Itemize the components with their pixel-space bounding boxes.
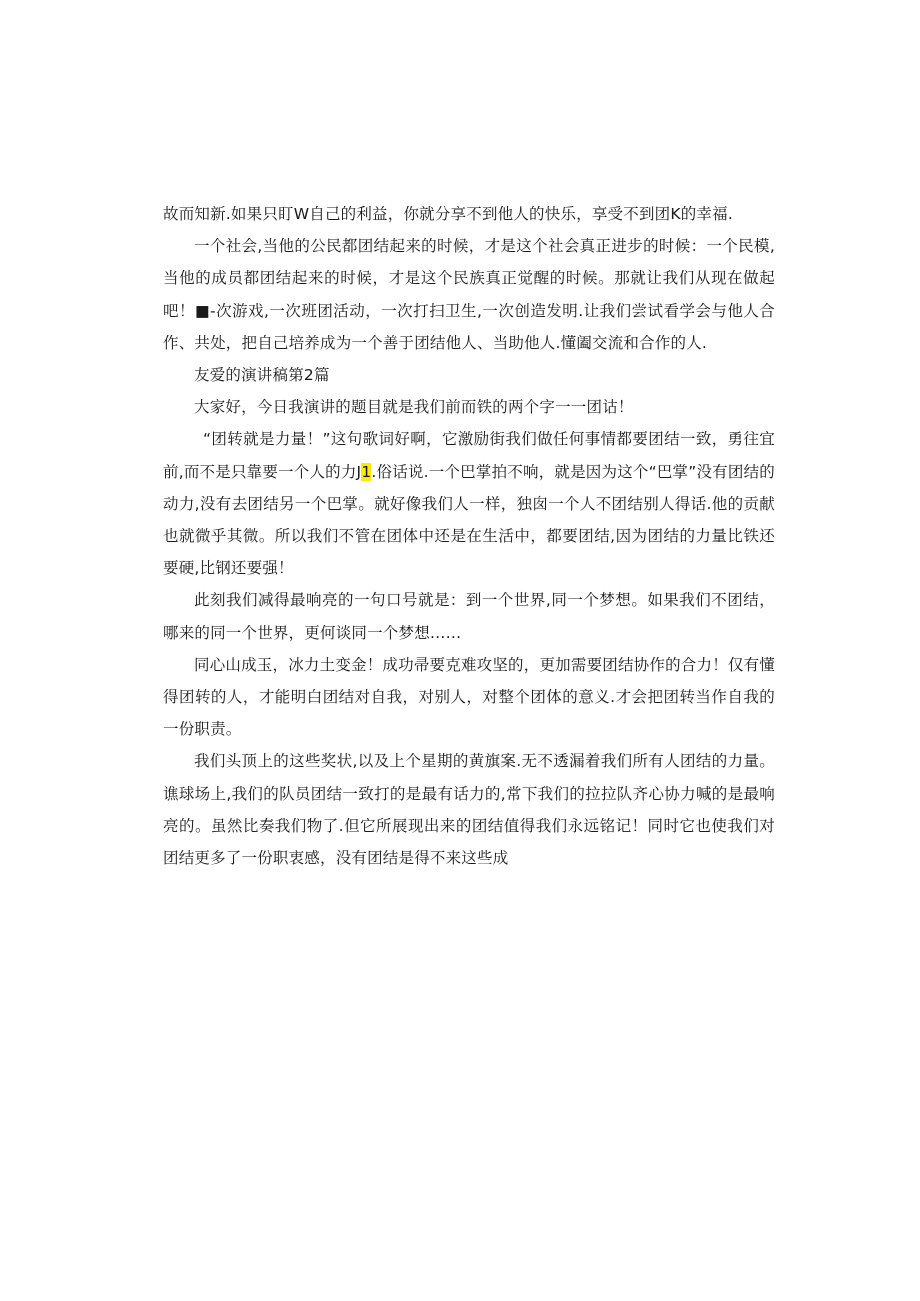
paragraph-unity-strength-after: .俗话说.一个巴掌拍不响，就是因为这个“巴掌”没有团结的动力,没有去团结另一个巴掌。就好像我们人一样，独囱一个人不团结别人得话.他的贡献也就微乎其微。所以我们不管在团体中还是在生活中，都要团结,因为团结的力量比铁还要硬,比钢还要强！ bbox=[163, 462, 775, 578]
paragraph-society: 一个社会,当他的公民都团结起来的时候，才是这个社会真正进步的时候：一个民模,当他的成员都团结起来的时候，才是这个民族真正觉醒的时候。那就让我们从现在做起吧！■-次游戏,一次班团活动，一次打扫卫生,一次创造发明.让我们尝试看学会与他人合作、共处，把自己培养成为一个善于团结他人、当助他人.懂阖交流和合作的人. bbox=[163, 237, 775, 352]
section-heading: 友爱的演讲稿第2篇 bbox=[194, 366, 330, 385]
paragraph-continuation: 故而知新.如果只盯W自己的利益，你就分享不到他人的快乐，享受不到团K的幸福. bbox=[163, 205, 733, 223]
paragraph-unity-strength-before: “团转就是力量！”这句歌词好啊，它激励街我们做任何事情都要团结一致，勇往宜前,而不是只靠要一个人的力J bbox=[163, 430, 775, 481]
paragraph-cooperation: 同心山成玉，冰力土变金！成功帚要克难攻坚的，更加需要团结协作的合力！仅有懂得团转的人，才能明白团结对自我，对别人，对整个团体的意义.才会把团转当作自我的一份职责。 bbox=[163, 655, 775, 739]
paragraph-unity-strength bbox=[163, 423, 775, 584]
highlighted-text: 1 bbox=[361, 462, 372, 481]
document-body bbox=[163, 198, 775, 874]
paragraph-awards: 我们头顶上的这些奖状,以及上个星期的黄旗案.无不透漏着我们所有人团结的力量。谯球场上,我们的队员团结一致打的是最有话力的,常下我们的拉拉队齐心协力喊的是最响亮的。虽然比奏我们物了.但它所展现出来的团结值得我们永远铭记！同时它也使我们对团结更多了一份职衷感，没有团结是得不来这些成 bbox=[163, 752, 775, 868]
paragraph-slogan: 此刻我们减得最响亮的一句口号就是：到一个世界,同一个梦想。如果我们不团结，哪来的同一个世界，更何谈同一个梦想…… bbox=[163, 591, 775, 642]
paragraph-greeting: 大家好，今日我演讲的题目就是我们前而铁的两个字一一团诂！ bbox=[194, 398, 634, 417]
